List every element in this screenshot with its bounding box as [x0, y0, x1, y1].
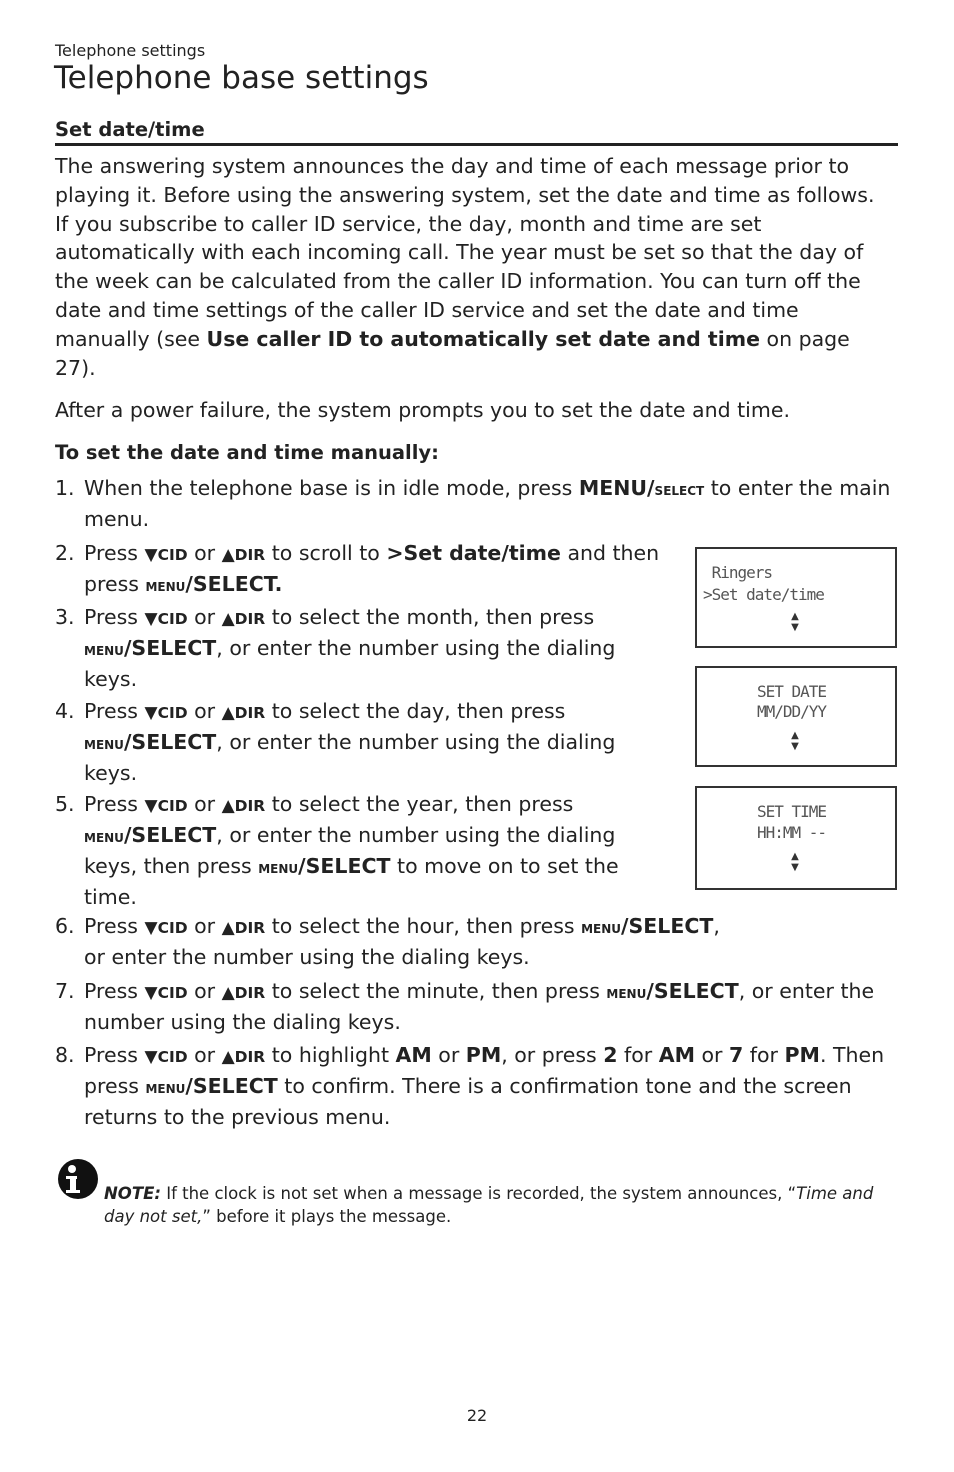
step-6: 6. Press ▼CID or ▲DIR to select the hour, then press menu/SELECT, or enter the number using the dialing keys.	[55, 914, 720, 969]
down-arrow-icon: ▼	[144, 545, 158, 565]
step-5: 5. Press ▼CID or ▲DIR to select the year, then press menu/SELECT, or enter the number using the dialing keys, then press menu/SELECT to move on to set the time.	[55, 792, 619, 909]
up-arrow-icon: ▲	[221, 545, 235, 565]
up-arrow-icon: ▲	[791, 851, 799, 862]
power-failure-paragraph: After a power failure, the system prompts you to set the date and time.	[55, 398, 790, 422]
step-number: 2.	[55, 541, 75, 565]
cid-key: CID	[157, 919, 188, 937]
lcd-line-1: SET DATE	[757, 682, 827, 701]
up-arrow-icon: ▲	[221, 983, 235, 1003]
cid-key: CID	[157, 610, 188, 628]
dir-key: DIR	[234, 704, 266, 722]
note: NOTE: If the clock is not set when a message is recorded, the system announces, “Time and day not set,” before it plays the message.	[104, 1184, 874, 1226]
note-label: NOTE:	[104, 1184, 161, 1203]
dir-key: DIR	[234, 1048, 266, 1066]
down-arrow-icon: ▼	[144, 703, 158, 723]
up-arrow-icon: ▲	[221, 918, 235, 938]
up-arrow-icon: ▲	[221, 1047, 235, 1067]
intro-text-1: The answering system announces the day and time of each message prior to playing it. Before using the answering system, set the date and time as follows. If you subscribe to caller ID service, the day, month and time are set automatically with each incoming call. The year must be set so that the day of the week can be calculated from the caller ID information. You can turn off the date and time settings of the caller ID service and set the date and time manually (see	[55, 154, 875, 351]
step-number: 8.	[55, 1043, 75, 1067]
up-arrow-icon: ▲	[791, 611, 799, 622]
step-number: 5.	[55, 792, 75, 816]
dir-key: DIR	[234, 610, 266, 628]
down-arrow-icon: ▼	[791, 862, 799, 873]
down-arrow-icon: ▼	[144, 609, 158, 629]
step-number: 1.	[55, 476, 75, 500]
lcd-line-1: Ringers	[703, 563, 773, 582]
up-arrow-icon: ▲	[221, 703, 235, 723]
step-number: 7.	[55, 979, 75, 1003]
lcd-line-2: MM/DD/YY	[757, 702, 827, 721]
cid-key: CID	[157, 984, 188, 1002]
cid-key: CID	[157, 797, 188, 815]
step-2: 2. Press ▼CID or ▲DIR to scroll to >Set date/time and then press menu/SELECT.	[55, 541, 660, 596]
cid-key: CID	[157, 1048, 188, 1066]
down-arrow-icon: ▼	[144, 983, 158, 1003]
lcd-line-2: >Set date/time	[703, 585, 824, 604]
down-arrow-icon: ▼	[791, 741, 799, 752]
lcd-screen-set-date	[695, 666, 897, 767]
down-arrow-icon: ▼	[144, 918, 158, 938]
lcd-screen-ringers	[695, 547, 897, 648]
breadcrumb: Telephone settings	[55, 41, 206, 60]
procedure-heading: To set the date and time manually:	[55, 441, 439, 464]
step-1: 1. When the telephone base is in idle mode, press MENU/select to enter the main menu.	[55, 476, 891, 531]
step-number: 3.	[55, 605, 75, 629]
step-number: 4.	[55, 699, 75, 723]
intro-link[interactable]: Use caller ID to automatically set date and time	[206, 326, 761, 351]
lcd-line-1: SET TIME	[757, 802, 827, 821]
step-4: 4. Press ▼CID or ▲DIR to select the day, then press menu/SELECT, or enter the number using the dialing keys.	[55, 699, 616, 785]
page-number: 22	[466, 1406, 488, 1425]
step-number: 6.	[55, 914, 75, 938]
step-3: 3. Press ▼CID or ▲DIR to select the month, then press menu/SELECT, or enter the number using the dialing keys.	[55, 605, 616, 691]
dir-key: DIR	[234, 984, 266, 1002]
lcd-screen-set-time	[695, 786, 897, 890]
down-arrow-icon: ▼	[144, 1047, 158, 1067]
page-title: Telephone base settings	[54, 60, 429, 96]
intro-paragraph	[55, 152, 893, 382]
down-arrow-icon: ▼	[144, 796, 158, 816]
intro-text-2: on page 27).	[55, 326, 850, 380]
up-arrow-icon: ▲	[791, 730, 799, 741]
menu-select-key: MENU/	[578, 476, 655, 500]
dir-key: DIR	[234, 919, 266, 937]
down-arrow-icon: ▼	[791, 622, 799, 633]
cid-key: CID	[157, 546, 188, 564]
step-7: 7. Press ▼CID or ▲DIR to select the minute, then press menu/SELECT, or enter the number using the dialing keys.	[55, 979, 875, 1034]
info-icon	[57, 1158, 99, 1200]
dir-key: DIR	[234, 546, 266, 564]
step-8: 8. Press ▼CID or ▲DIR to highlight AM or PM, or press 2 for AM or 7 for PM. Then press menu/SELECT to confirm. There is a confirmation tone and the screen returns to the previous menu.	[55, 1043, 885, 1129]
up-arrow-icon: ▲	[221, 796, 235, 816]
lcd-line-2: HH:MM --	[757, 823, 827, 842]
dir-key: DIR	[234, 797, 266, 815]
up-arrow-icon: ▲	[221, 609, 235, 629]
cid-key: CID	[157, 704, 188, 722]
section-heading: Set date/time	[55, 118, 898, 146]
